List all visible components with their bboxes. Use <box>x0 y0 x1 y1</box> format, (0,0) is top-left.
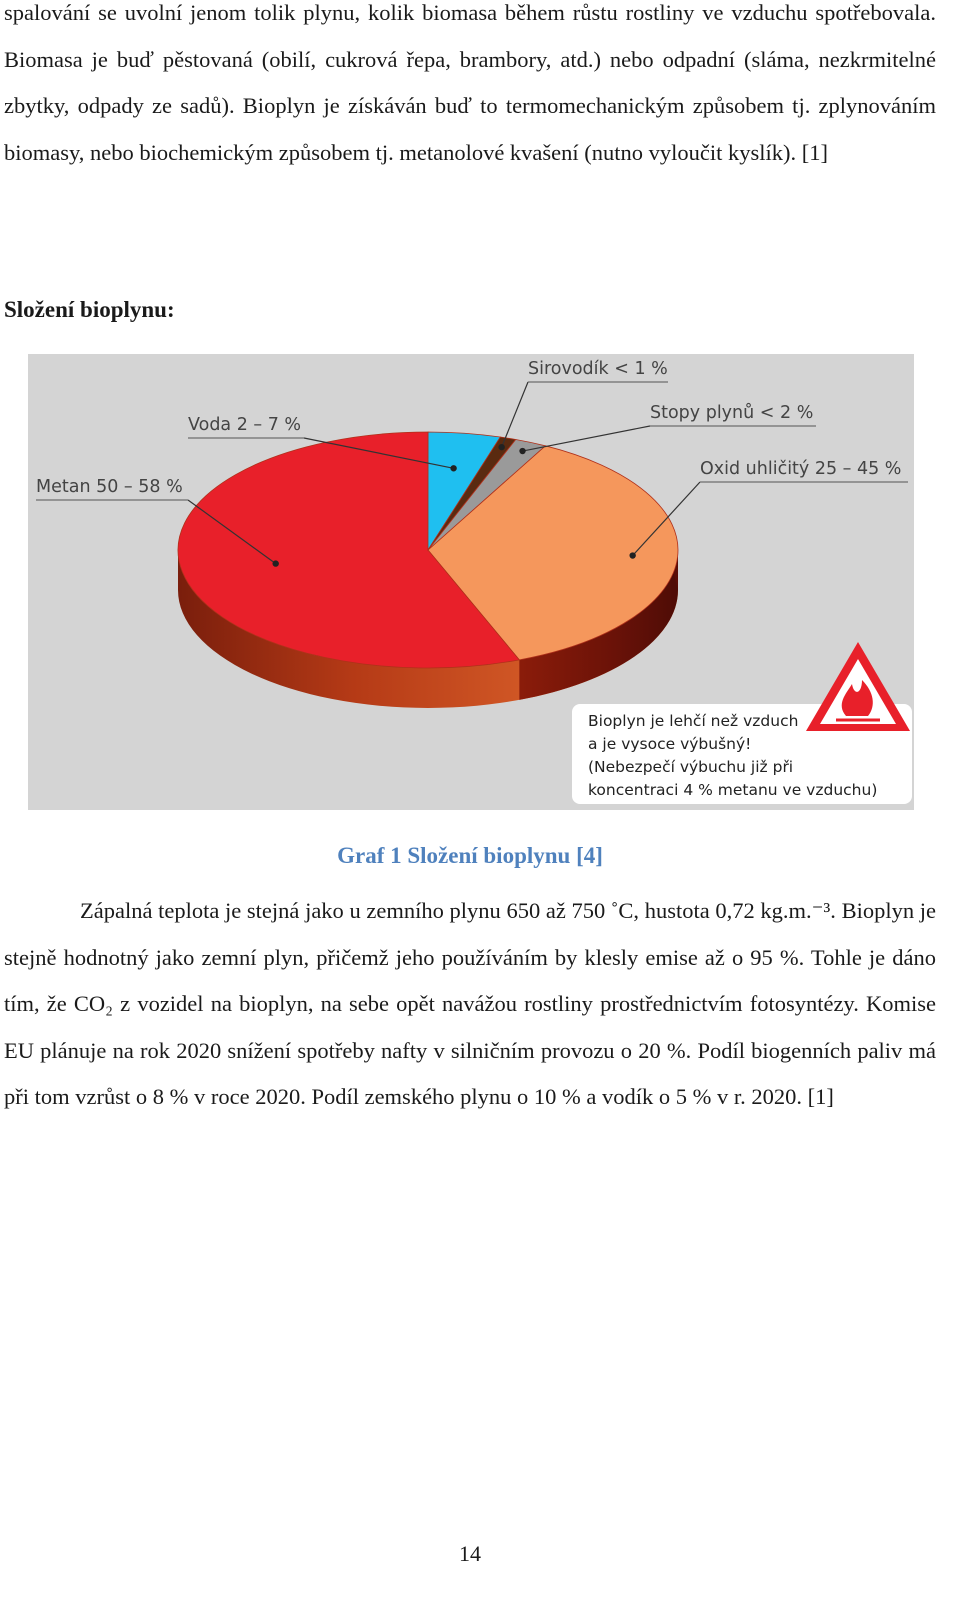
biogas-composition-figure <box>28 354 914 810</box>
pie-chart <box>28 354 914 810</box>
body-paragraph: Zápalná teplota je stejná jako u zemního plynu 650 až 750 ˚C, hustota 0,72 kg.m.⁻³. Bioplyn je stejně hodnotný jako zemní plyn, přičemž jeho používáním by klesly emise až o 95 %. Tohle je dáno tím, že CO₂ z vozidel na bioplyn, na sebe opět navážou rostliny prostřednictvím fotosyntézy. Komise EU plánuje na rok 2020 snížení spotřeby nafty v silničním provozu o 20 %. Podíl biogenních paliv má při tom vzrůst o 8 % v roce 2020. Podíl zemského plynu o 10 % a vodík o 5 % v r. 2020. [1] <box>4 898 936 1109</box>
intro-paragraph: spalování se uvolní jenom tolik plynu, kolik biomasa během růstu rostliny ve vzduchu spotřebovala. Biomasa je buď pěstovaná (obilí, cukrová řepa, brambory, atd.) nebo odpadní (sláma, nezkrmitelné zbytky, odpady ze sadů). Bioplyn je získáván buď to termomechanickým způsobem tj. zplynováním biomasy, nebo biochemickým způsobem tj. metanolové kvašení (nutno vyloučit kyslík). [1] <box>4 0 936 165</box>
figure-caption: Graf 1 Složení bioplynu [4] <box>337 843 603 868</box>
warning-line-1: Bioplyn je lehčí než vzduch <box>588 712 799 730</box>
pie-label-4: Stopy plynů < 2 % <box>650 403 814 423</box>
page-number: 14 <box>459 1541 481 1566</box>
leader-dot-4 <box>519 448 525 454</box>
pie-slices <box>178 432 678 668</box>
leader-dot-3 <box>498 444 504 450</box>
leader-dot-0 <box>629 552 635 558</box>
pie-label-3: Sirovodík < 1 % <box>528 359 668 379</box>
leader-dot-1 <box>272 560 278 566</box>
pie-label-0: Oxid uhličitý 25 – 45 % <box>700 459 902 479</box>
warning-line-4: koncentraci 4 % metanu ve vzduchu) <box>588 781 878 799</box>
pie-label-1: Metan 50 – 58 % <box>36 477 183 497</box>
warning-line-2: a je vysoce výbušný! <box>588 735 752 753</box>
warning-line-3: (Nebezpečí výbuchu již při <box>588 758 794 776</box>
section-heading: Složení bioplynu: <box>4 297 175 322</box>
leader-dot-2 <box>450 465 456 471</box>
pie-label-2: Voda 2 – 7 % <box>188 415 302 435</box>
